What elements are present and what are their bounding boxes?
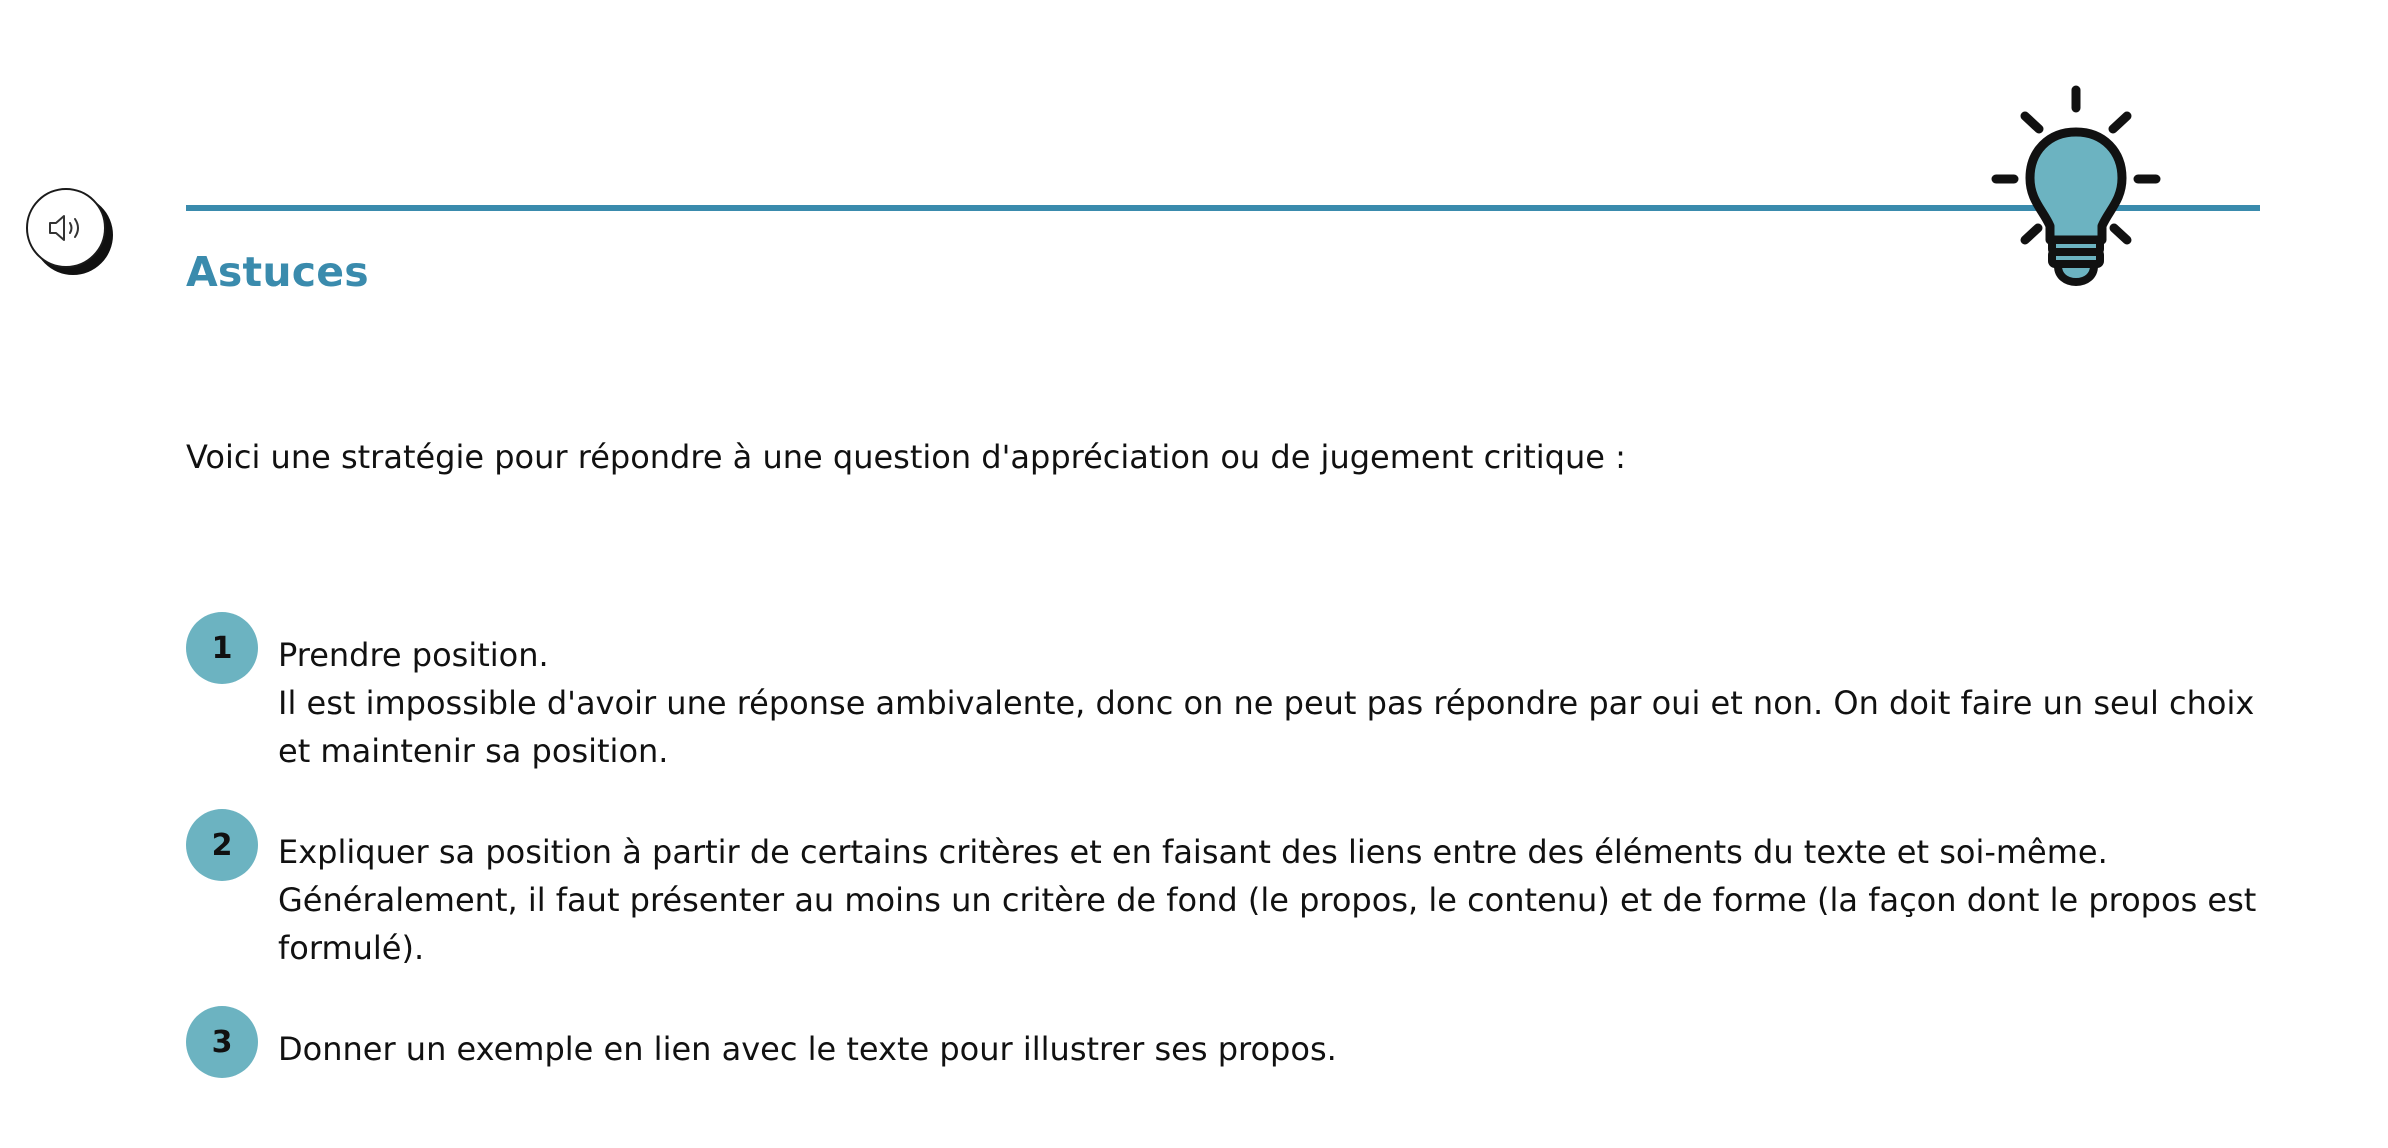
step-item: [186, 809, 2286, 972]
section-title: Astuces: [186, 248, 369, 296]
step-description: Il est impossible d'avoir une réponse ambivalente, donc on ne peut pas répondre par oui et non. On doit faire un seul choix et maintenir sa position.: [278, 684, 2255, 770]
step-item: [186, 1006, 2286, 1073]
step-item: [186, 612, 2286, 775]
intro-text: Voici une stratégie pour répondre à une question d'appréciation ou de jugement critique :: [186, 438, 1626, 476]
step-title: Prendre position.: [278, 636, 549, 674]
step-number-badge: 1: [186, 612, 258, 684]
audio-button[interactable]: [26, 188, 106, 268]
lightbulb-icon: [1968, 80, 2184, 296]
step-number-badge: 2: [186, 809, 258, 881]
header-divider: [186, 205, 2260, 211]
step-title: Expliquer sa position à partir de certains critères et en faisant des liens entre des éléments du texte et soi-même.: [278, 833, 2108, 871]
step-description: Généralement, il faut présenter au moins un critère de fond (le propos, le contenu) et de forme (la façon dont le propos est formulé).: [278, 881, 2257, 967]
step-number-badge: 3: [186, 1006, 258, 1078]
step-title: Donner un exemple en lien avec le texte pour illustrer ses propos.: [278, 1030, 1337, 1068]
speaker-icon: [44, 206, 88, 250]
steps-list: [186, 612, 2286, 1107]
